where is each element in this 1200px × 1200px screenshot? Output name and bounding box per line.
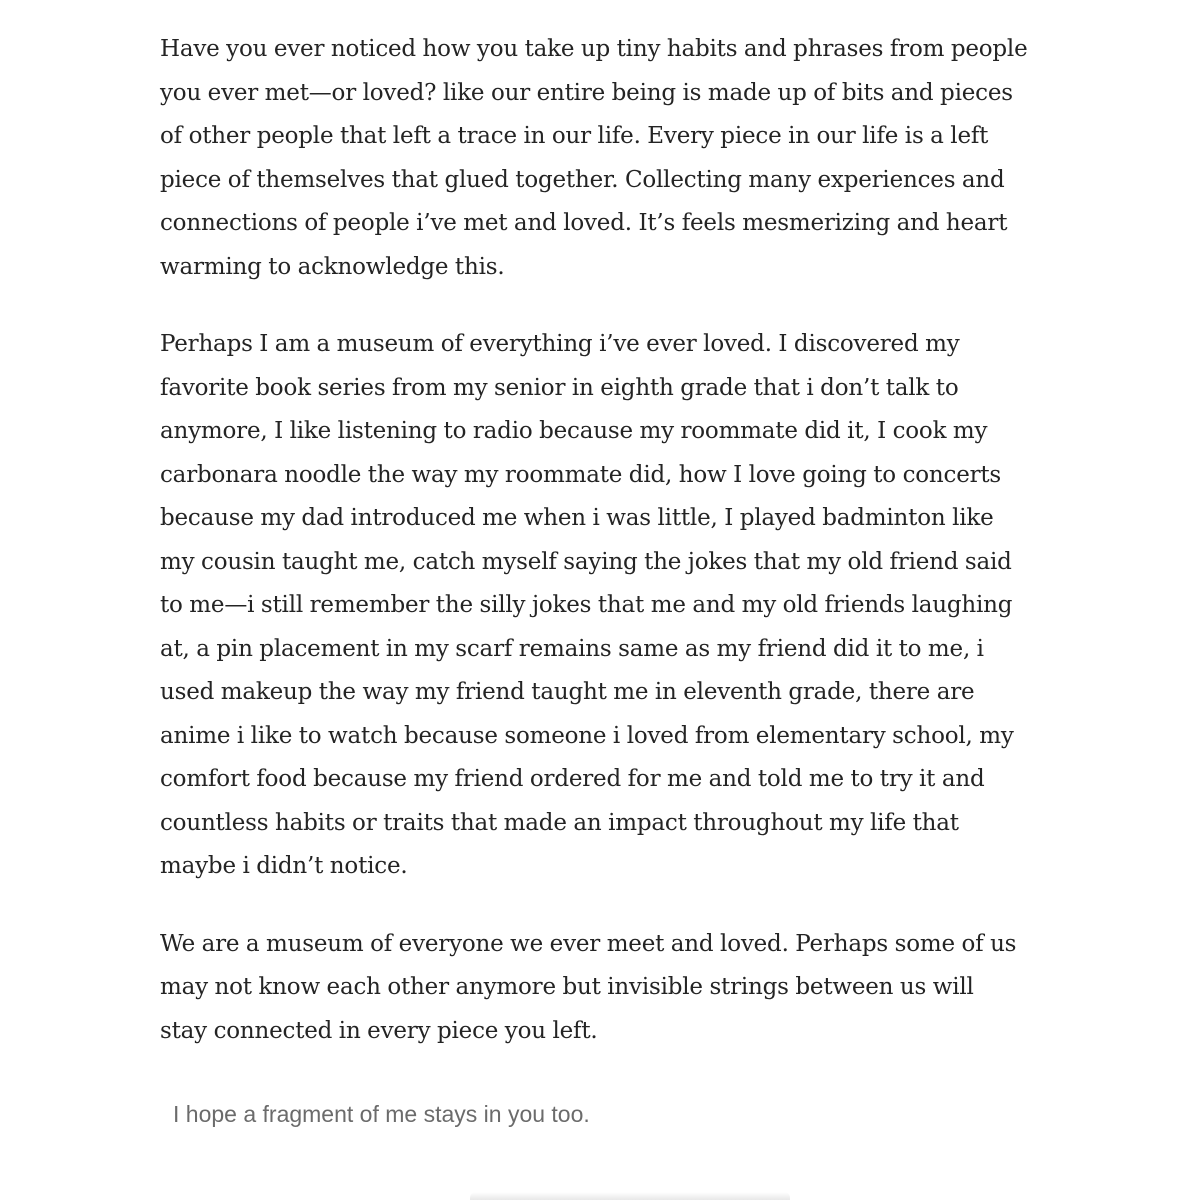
text-line: connections of people i’ve met and loved. It’s feels mesmerizing and heart (160, 210, 1008, 236)
bottom-fade-divider (470, 1192, 790, 1200)
text-line: anymore, I like listening to radio because my roommate did it, I cook my (160, 418, 988, 444)
article-body (160, 28, 1060, 1053)
paragraph-museum (160, 323, 1060, 889)
text-line: you ever met—or loved? like our entire being is made up of bits and pieces (160, 79, 1013, 106)
text-line: of other people that left a trace in our life. Every piece in our life is a left (160, 123, 989, 149)
text-line: Have you ever noticed how you take up tiny habits and phrases from people (160, 36, 1028, 62)
text-line: favorite book series from my senior in eighth grade that i don’t talk to (160, 374, 959, 401)
text-line: comfort food because my friend ordered for me and told me to try it and (160, 766, 985, 792)
text-line: carbonara noodle the way my roommate did, how I love going to concerts (160, 461, 1002, 488)
paragraph-habits (160, 28, 1060, 289)
text-line: may not know each other anymore but invisible strings between us will (160, 974, 974, 1000)
text-line: stay connected in every piece you left. (160, 1017, 598, 1044)
text-line: at, a pin placement in my scarf remains same as my friend did it to me, i (160, 635, 984, 662)
text-line: piece of themselves that glued together. Collecting many experiences and (160, 166, 1005, 193)
text-line: countless habits or traits that made an impact throughout my life that (160, 809, 959, 836)
text-line: maybe i didn’t notice. (160, 853, 408, 879)
text-line: my cousin taught me, catch myself saying the jokes that my old friend said (160, 548, 1012, 575)
text-line: warming to acknowledge this. (160, 253, 505, 280)
text-line: anime i like to watch because someone i loved from elementary school, my (160, 722, 1014, 749)
closing-caption: I hope a fragment of me stays in you too. (173, 1101, 590, 1127)
text-line: Perhaps I am a museum of everything i’ve ever loved. I discovered my (160, 331, 960, 357)
text-line: used makeup the way my friend taught me in eleventh grade, there are (160, 679, 975, 705)
text-line: We are a museum of everyone we ever meet and loved. Perhaps some of us (160, 930, 1017, 957)
text-line: because my dad introduced me when i was little, I played badminton like (160, 505, 994, 531)
text-line: to me—i still remember the silly jokes that me and my old friends laughing (160, 592, 1013, 618)
paragraph-conclusion (160, 923, 1060, 1054)
